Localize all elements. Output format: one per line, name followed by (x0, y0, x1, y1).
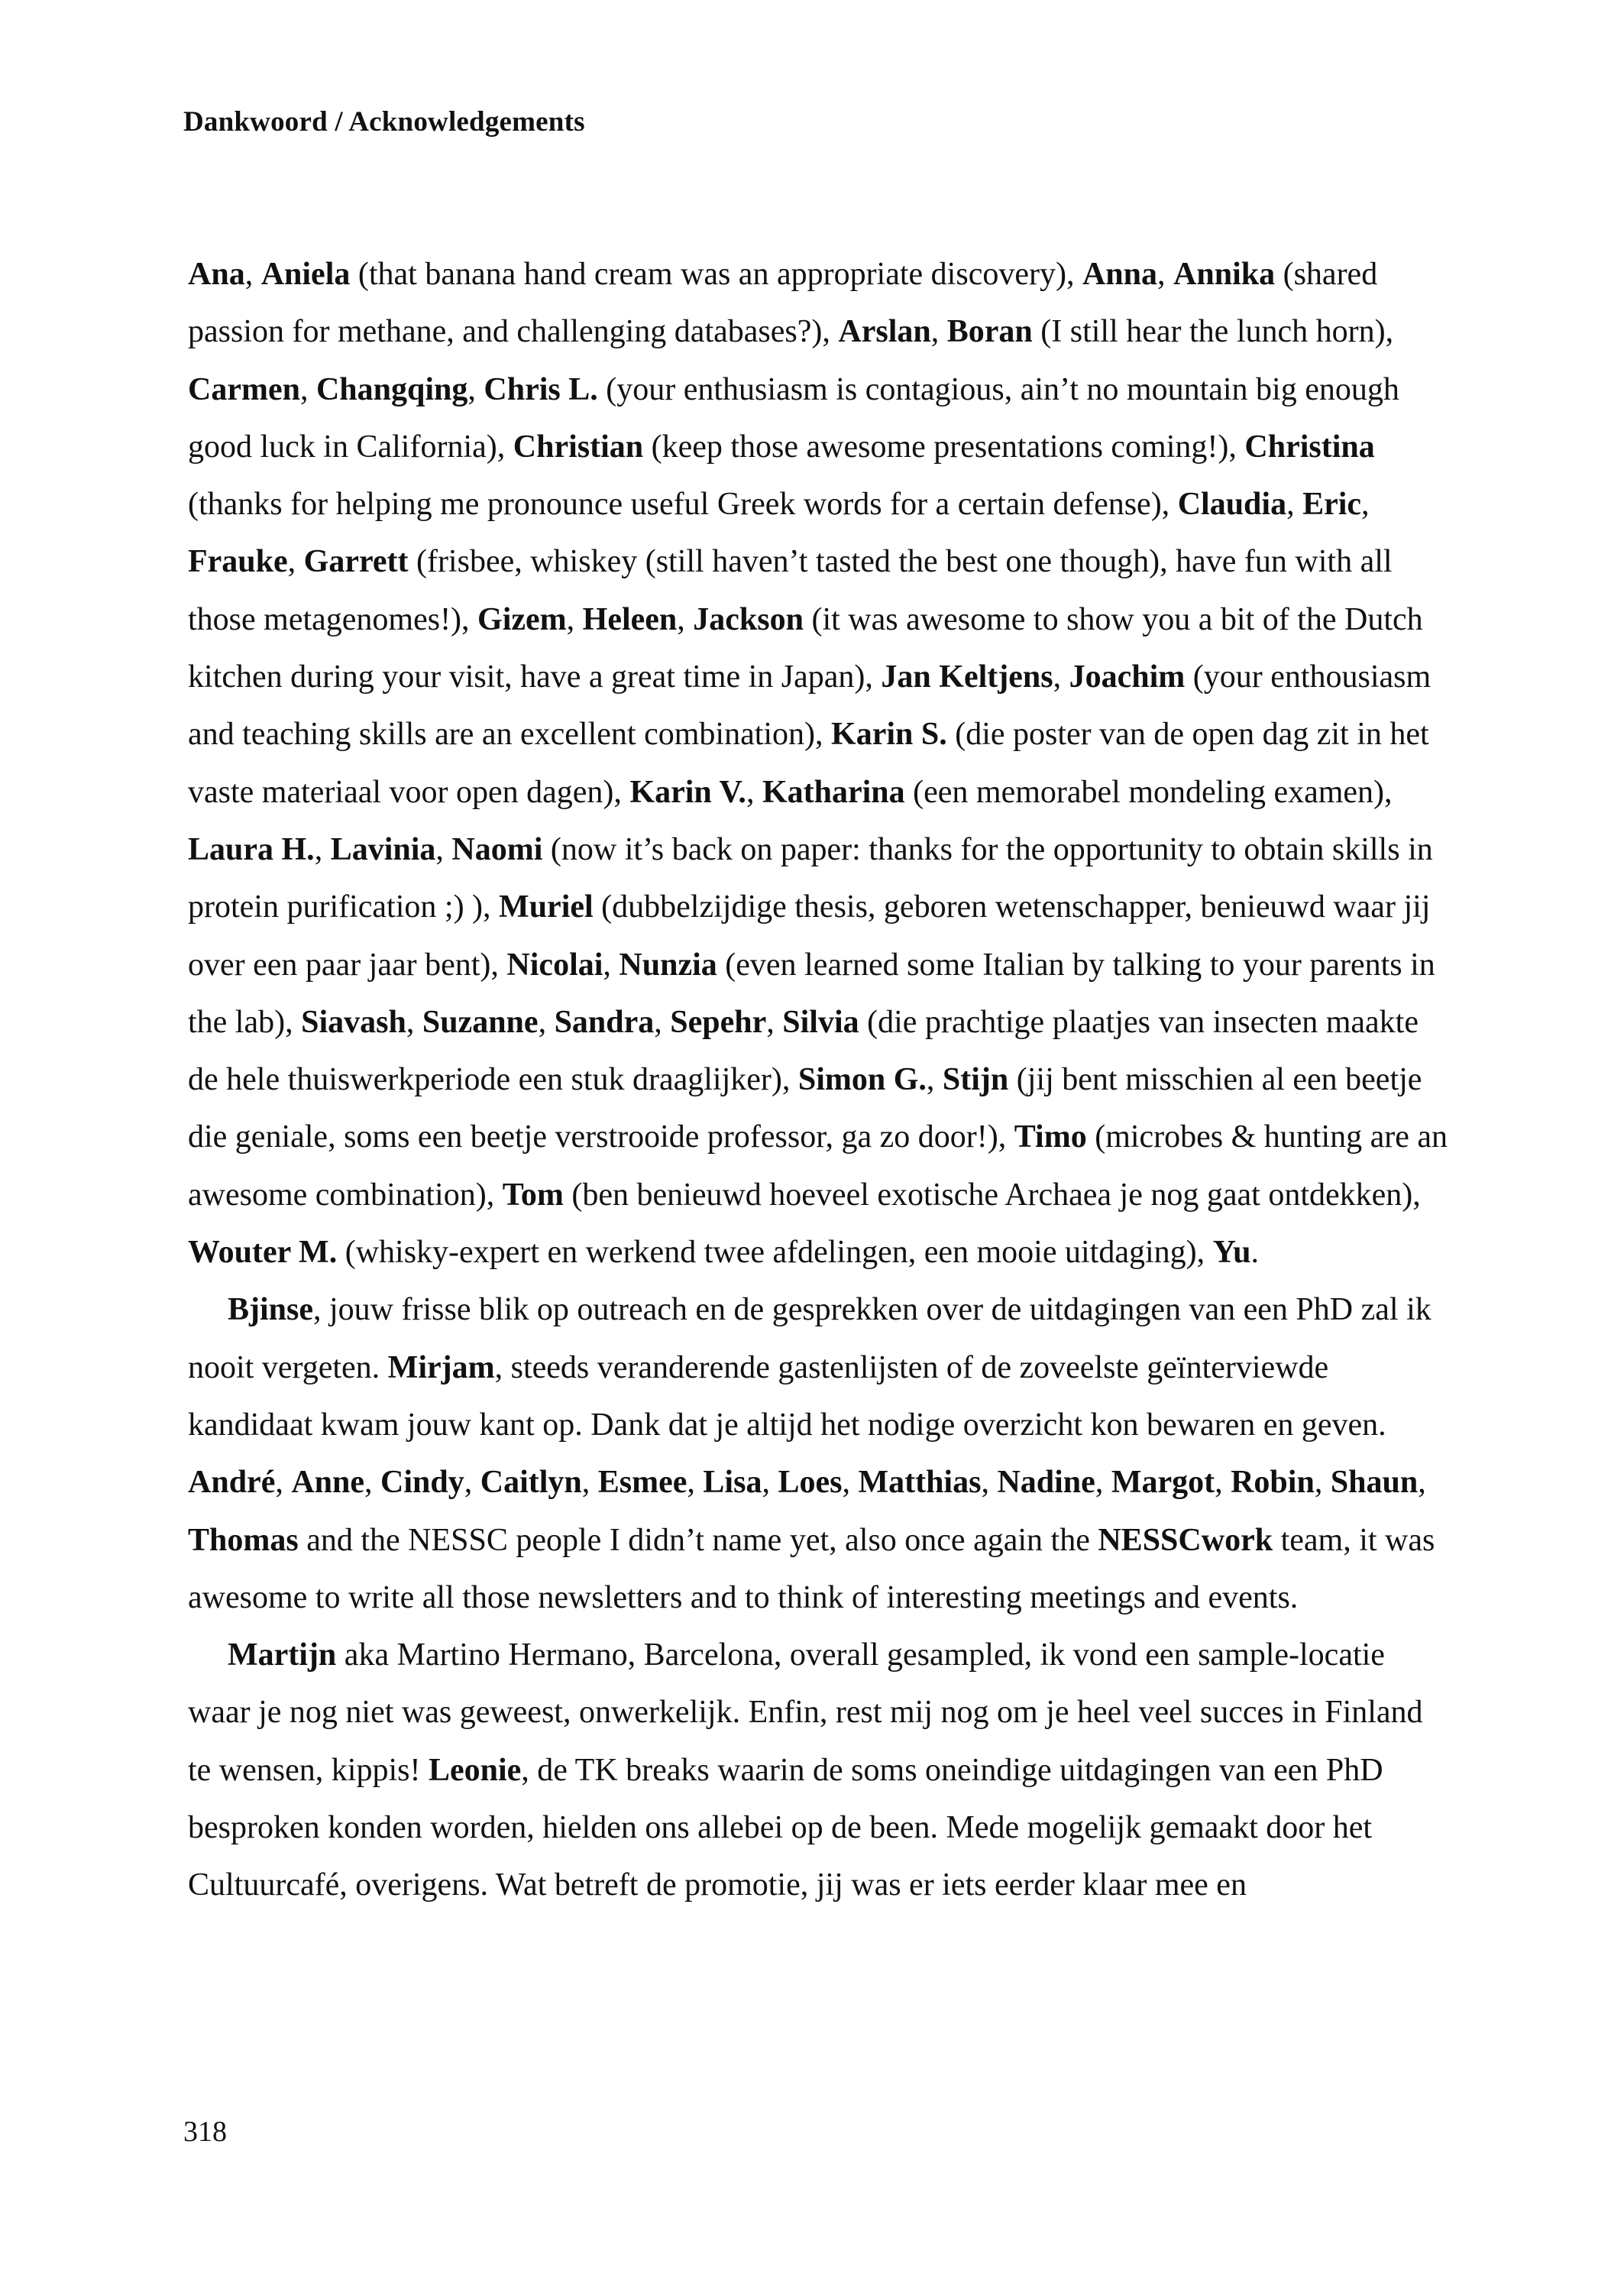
text-segment: , de TK breaks waarin de soms oneindige uitdagingen van een PhD besproken konden worden, hielden ons allebei op de been. Mede mogelijk gemaakt door het Cultuurcafé, overigens. Wat betreft de promotie, jij was er iets eerder klaar mee en (188, 1752, 1383, 1903)
paragraph-martijn-leonie (188, 1627, 1452, 1914)
person-name: Jackson (693, 601, 804, 637)
person-name: Laura H. (188, 831, 315, 867)
person-name: Arslan (838, 314, 931, 350)
text-segment: (ben benieuwd hoeveel exotische Archaea je nog gaat ontdekken), (563, 1177, 1421, 1213)
text-segment: , (687, 1465, 704, 1501)
person-name: Shaun (1330, 1465, 1419, 1501)
text-segment: (your enthousiasm and teaching skills are an excellent combination), (188, 659, 1432, 753)
text-segment: aka Martino Hermano, Barcelona, overall gesampled, ik vond een sample-locatie waar je nog niet was geweest, onwerkelijk. Enfin, rest mij nog om je heel veel succes in Finland te wensen, kippis! (188, 1637, 1423, 1788)
person-name: Carmen (188, 371, 300, 407)
text-segment: , (926, 1062, 943, 1098)
text-segment: , (287, 544, 304, 580)
person-name: Annika (1173, 257, 1276, 292)
text-segment: , (1157, 257, 1174, 292)
page-number: 318 (183, 2116, 227, 2148)
text-segment: (jij bent misschien al een beetje die geniale, soms een beetje verstrooide professor, ga zo door!), (188, 1062, 1422, 1155)
text-segment: (your enthusiasm is contagious, ain’t no mountain big enough good luck in California), (188, 371, 1399, 465)
paragraph-nessc (188, 1281, 1452, 1627)
person-name: Nadine (997, 1465, 1095, 1501)
person-name: Jan Keltjens (881, 659, 1053, 695)
text-segment: , (1286, 487, 1303, 523)
person-name: André (188, 1465, 276, 1501)
person-name: Wouter M. (188, 1235, 338, 1271)
person-name: Changqing (315, 371, 468, 407)
text-segment: (frisbee, whiskey (still haven’t tasted the best one though), have fun with all those metagenomes!), (188, 544, 1393, 637)
person-name: Boran (946, 314, 1033, 350)
text-segment: , (314, 831, 331, 867)
person-name: Loes (778, 1465, 843, 1501)
text-segment: , (677, 601, 694, 637)
person-name: Claudia (1177, 487, 1287, 523)
text-segment: , (654, 1004, 671, 1040)
person-name: NESSCwork (1098, 1522, 1273, 1558)
person-name: Caitlyn (480, 1465, 582, 1501)
person-name: Aniela (260, 257, 351, 292)
text-segment: (die poster van de open dag zit in het vaste materiaal voor open dagen), (188, 717, 1429, 810)
person-name: Frauke (188, 544, 288, 580)
text-segment: , (435, 831, 452, 867)
text-segment: , (244, 257, 261, 292)
person-name: Joachim (1069, 659, 1186, 695)
person-name: Tom (502, 1177, 564, 1213)
text-segment: (I still hear the lunch horn), (1032, 314, 1394, 350)
person-name: Siavash (301, 1004, 406, 1040)
text-segment: (die prachtige plaatjes van insecten maakte de hele thuiswerkperiode een stuk draaglijker), (188, 1004, 1419, 1098)
person-name: Robin (1231, 1465, 1315, 1501)
person-name: Timo (1014, 1119, 1087, 1155)
text-segment: (it was awesome to show you a bit of the Dutch kitchen during your visit, have a great time in Japan), (188, 601, 1423, 695)
person-name: Katharina (762, 774, 905, 810)
text-segment: , (406, 1004, 422, 1040)
text-segment: , (842, 1465, 859, 1501)
text-segment: , (762, 1465, 778, 1501)
person-name: Margot (1111, 1465, 1215, 1501)
text-segment: and the NESSC people I didn’t name yet, also once again the (298, 1522, 1098, 1558)
text-segment: , (746, 774, 762, 810)
text-segment: , (981, 1465, 998, 1501)
person-name: Esmee (597, 1465, 687, 1501)
person-name: Garrett (303, 544, 409, 580)
person-name: Christian (513, 429, 644, 465)
person-name: Sepehr (670, 1004, 767, 1040)
text-segment: , (603, 947, 620, 983)
text-segment: , (275, 1465, 292, 1501)
text-segment: , (1361, 487, 1370, 523)
person-name: Anna (1082, 257, 1158, 292)
text-segment: (keep those awesome presentations coming!), (643, 429, 1245, 465)
person-name: Anne (291, 1465, 365, 1501)
text-segment: (now it’s back on paper: thanks for the opportunity to obtain skills in protein purification ;) ), (188, 831, 1433, 925)
person-name: Stijn (942, 1062, 1009, 1098)
text-segment: , (1095, 1465, 1111, 1501)
person-name: Leonie (428, 1752, 522, 1788)
text-segment: . (1250, 1235, 1259, 1271)
text-segment: , (467, 371, 484, 407)
text-segment: (een memorabel mondeling examen), (904, 774, 1393, 810)
text-segment: (microbes & hunting are an awesome combination), (188, 1119, 1448, 1213)
text-segment: , (566, 601, 583, 637)
text-segment: (even learned some Italian by talking to your parents in the lab), (188, 947, 1435, 1040)
person-name: Thomas (188, 1522, 299, 1558)
person-name: Martijn (228, 1637, 337, 1673)
person-name: Gizem (477, 601, 567, 637)
person-name: Karin S. (831, 717, 947, 753)
person-name: Eric (1302, 487, 1362, 523)
person-name: Christina (1244, 429, 1375, 465)
text-segment: , (1418, 1465, 1426, 1501)
text-segment: , (930, 314, 947, 350)
text-segment: , (1215, 1465, 1231, 1501)
text-segment: , (464, 1465, 480, 1501)
text-segment: , (1053, 659, 1069, 695)
person-name: Suzanne (422, 1004, 539, 1040)
text-segment: (whisky-expert en werkend twee afdelingen, een mooie uitdaging), (337, 1235, 1213, 1271)
running-header: Dankwoord / Acknowledgements (183, 106, 585, 138)
text-segment: (dubbelzijdige thesis, geboren wetenschapper, benieuwd waar jij over een paar jaar bent), (188, 889, 1431, 983)
person-name: Chris L. (484, 371, 598, 407)
paragraph-colleagues (188, 246, 1452, 1281)
person-name: Ana (188, 257, 245, 292)
text-segment: , (1314, 1465, 1331, 1501)
person-name: Karin V. (629, 774, 746, 810)
person-name: Nicolai (506, 947, 603, 983)
text-segment: , jouw frisse blik op outreach en de gesprekken over de uitdagingen van een PhD zal ik nooit vergeten. (188, 1292, 1432, 1385)
text-segment: , (581, 1465, 598, 1501)
person-name: Silvia (782, 1004, 859, 1040)
person-name: Lisa (703, 1465, 762, 1501)
text-segment: , (299, 371, 316, 407)
person-name: Simon G. (797, 1062, 927, 1098)
person-name: Matthias (858, 1465, 982, 1501)
person-name: Bjinse (228, 1292, 314, 1328)
person-name: Lavinia (330, 831, 436, 867)
text-segment: (that banana hand cream was an appropriate discovery), (350, 257, 1082, 292)
text-segment: , (766, 1004, 783, 1040)
text-segment: , (538, 1004, 555, 1040)
text-segment: (thanks for helping me pronounce useful Greek words for a certain defense), (188, 487, 1178, 523)
text-segment: , (364, 1465, 381, 1501)
person-name: Mirjam (387, 1349, 495, 1385)
person-name: Sandra (554, 1004, 655, 1040)
person-name: Nunzia (619, 947, 717, 983)
person-name: Yu (1212, 1235, 1251, 1271)
person-name: Cindy (380, 1465, 464, 1501)
text-segment: (shared passion for methane, and challenging databases?), (188, 257, 1378, 350)
text-segment: team, it was awesome to write all those newsletters and to think of interesting meetings and events. (188, 1522, 1435, 1615)
person-name: Heleen (582, 601, 678, 637)
body-text (188, 246, 1452, 1915)
person-name: Naomi (451, 831, 543, 867)
person-name: Muriel (499, 889, 594, 925)
text-segment: , steeds veranderende gastenlijsten of de zoveelste geïnterviewde kandidaat kwam jouw kant op. Dank dat je altijd het nodige overzicht kon bewaren en geven. (188, 1349, 1386, 1443)
